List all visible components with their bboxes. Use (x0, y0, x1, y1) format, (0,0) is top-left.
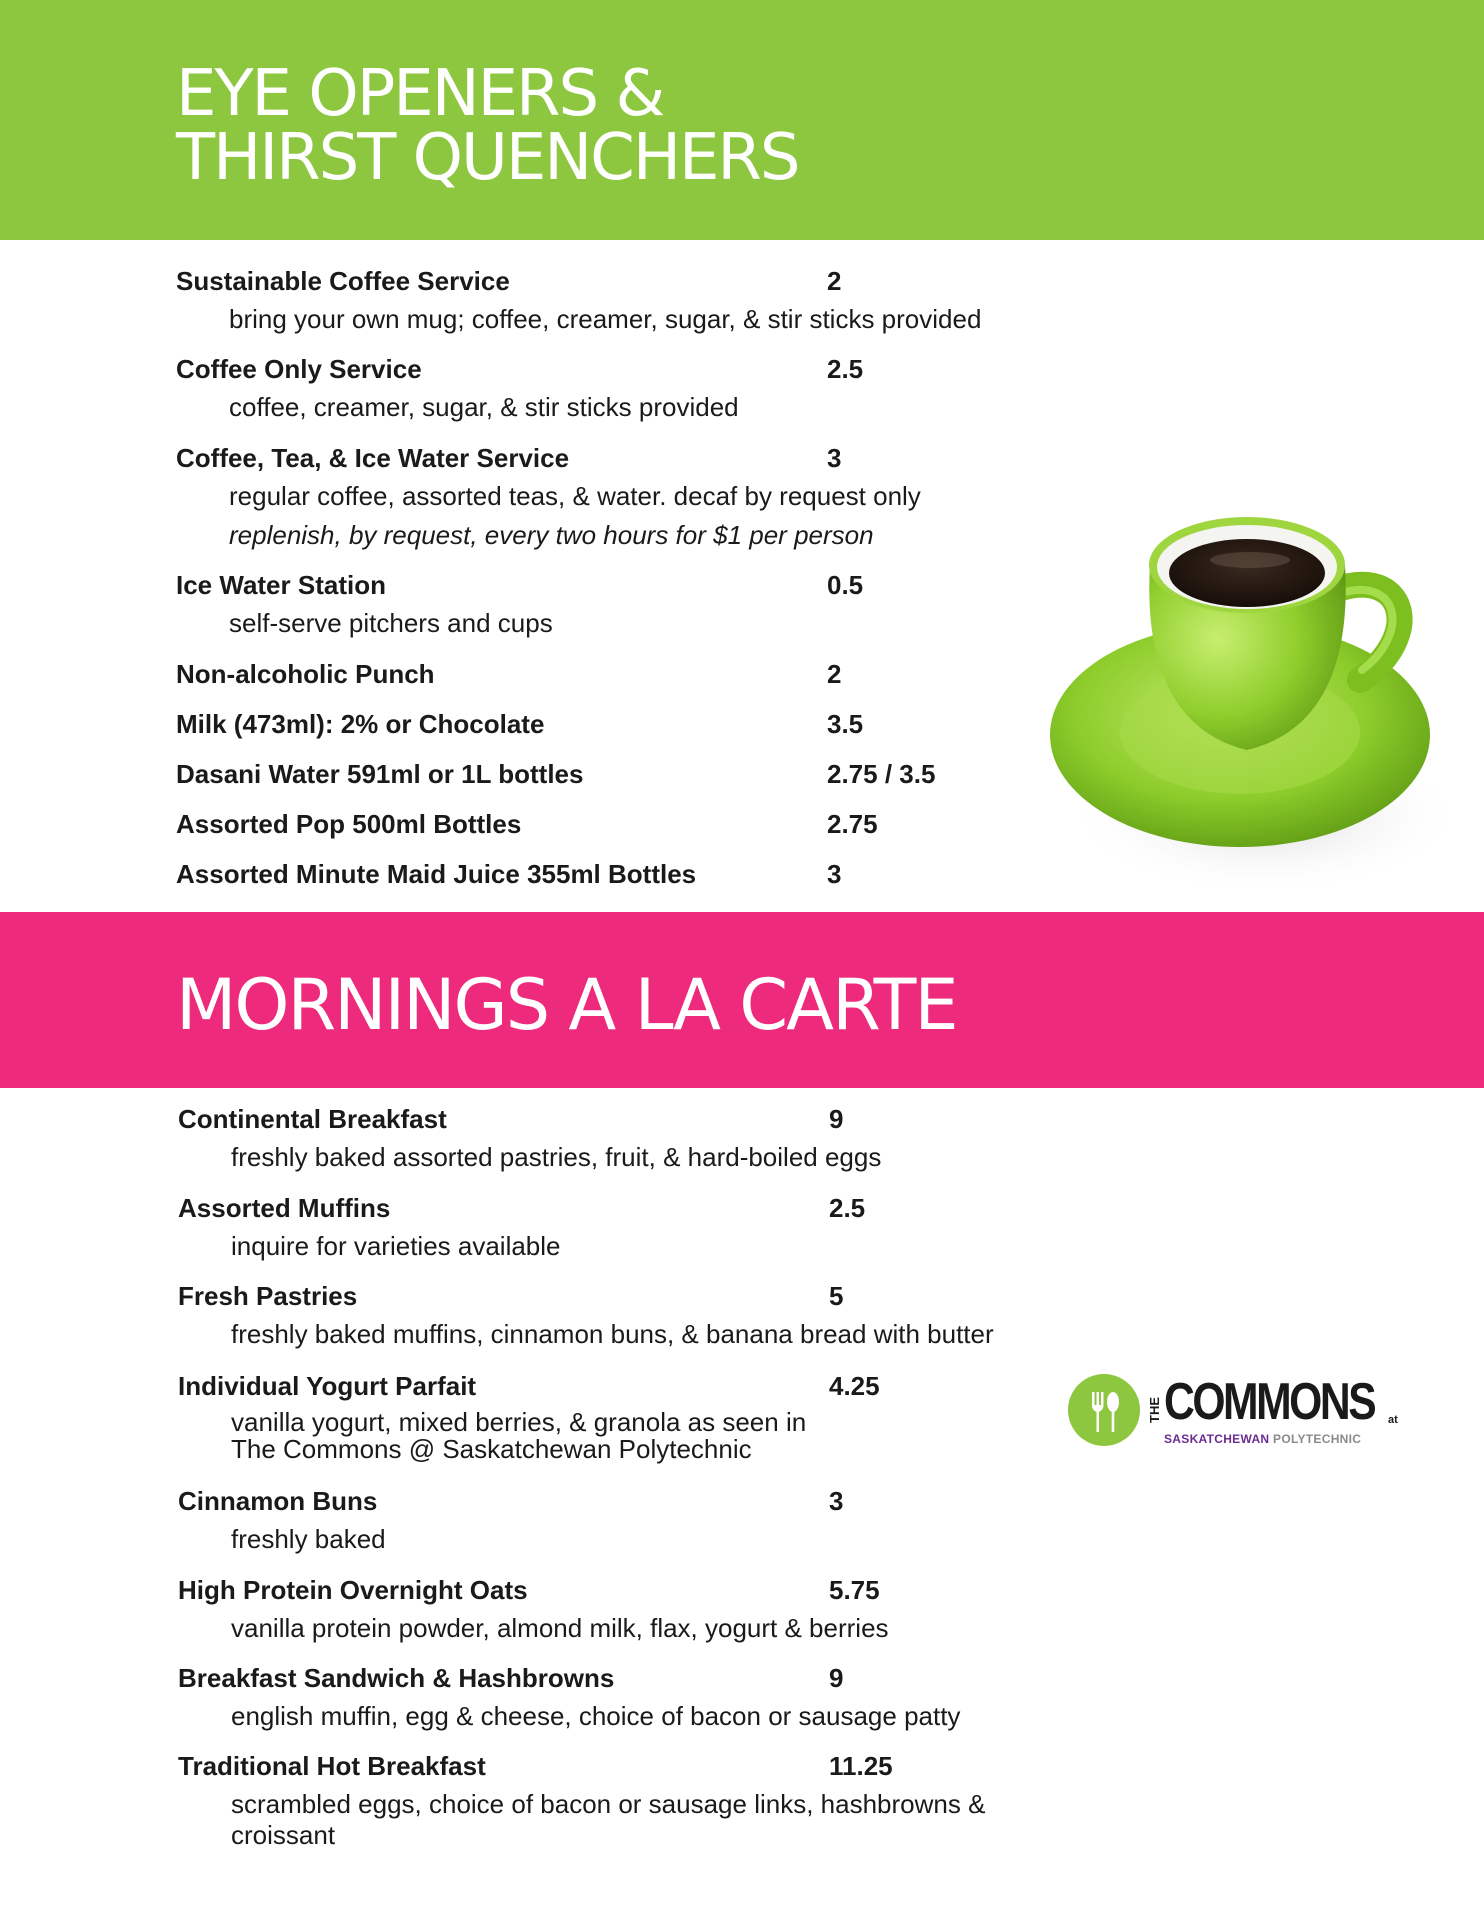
item-price: 2.5 (827, 354, 864, 384)
item-description: bring your own mug; coffee, creamer, sugar, & stir sticks provided (229, 304, 982, 334)
item-price: 2 (827, 659, 842, 689)
item-name: Milk (473ml): 2% or Chocolate (176, 709, 545, 739)
item-description: coffee, creamer, sugar, & stir sticks provided (229, 392, 739, 422)
item-description: english muffin, egg & cheese, choice of bacon or sausage patty (231, 1701, 961, 1731)
item-price: 2 (827, 266, 842, 296)
item-note: replenish, by request, every two hours for $1 per person (229, 520, 874, 550)
menu-item (178, 1486, 1078, 1555)
item-name: Cinnamon Buns (178, 1486, 378, 1516)
item-price: 3.5 (827, 709, 864, 739)
logo-the: THE (1147, 1397, 1162, 1423)
item-price: 4.25 (829, 1371, 880, 1401)
item-price: 3 (829, 1486, 844, 1516)
item-name: Dasani Water 591ml or 1L bottles (176, 759, 584, 789)
item-price: 3 (827, 859, 842, 889)
item-name: Fresh Pastries (178, 1281, 358, 1311)
item-price: 2.5 (829, 1193, 866, 1223)
item-description: regular coffee, assorted teas, & water. decaf by request only (229, 481, 921, 511)
logo-org: SASKATCHEWAN POLYTECHNIC (1164, 1432, 1362, 1446)
item-price: 0.5 (827, 570, 864, 600)
item-description: scrambled eggs, choice of bacon or sausage links, hashbrowns & croissant (231, 1789, 986, 1850)
item-price: 9 (829, 1104, 844, 1134)
item-name: Coffee Only Service (176, 354, 422, 384)
section-title-eye-openers: EYE OPENERS & THIRST QUENCHERS (176, 57, 799, 195)
item-price: 2.75 (827, 809, 878, 839)
item-name: Individual Yogurt Parfait (178, 1371, 477, 1401)
item-description: vanilla yogurt, mixed berries, & granola as seen in The Commons @ Saskatchewan Polytechnic (231, 1407, 807, 1464)
green-coffee-cup-icon (1050, 470, 1470, 910)
item-name: Ice Water Station (176, 570, 386, 600)
item-price: 3 (827, 443, 842, 473)
item-description: inquire for varieties available (231, 1231, 561, 1261)
item-description: freshly baked assorted pastries, fruit, & hard-boiled eggs (231, 1142, 882, 1172)
item-name: Assorted Minute Maid Juice 355ml Bottles (176, 859, 697, 889)
item-price: 5.75 (829, 1575, 880, 1605)
item-name: Continental Breakfast (178, 1104, 447, 1134)
menu-item (176, 570, 1076, 639)
item-name: Breakfast Sandwich & Hashbrowns (178, 1663, 615, 1693)
menu-item (178, 1751, 1078, 1851)
menu-item (178, 1104, 1078, 1173)
item-name: Assorted Muffins (178, 1193, 391, 1223)
menu-item (178, 1663, 1078, 1732)
item-description: freshly baked (231, 1524, 386, 1554)
item-price: 9 (829, 1663, 844, 1693)
fork-spoon-icon (1068, 1374, 1140, 1446)
item-price: 5 (829, 1281, 844, 1311)
item-description: freshly baked muffins, cinnamon buns, & banana bread with butter (231, 1319, 994, 1349)
item-name: Non-alcoholic Punch (176, 659, 435, 689)
menu-item (178, 1193, 1078, 1262)
menu-item (176, 759, 1076, 789)
logo-name: COMMONS (1164, 1373, 1375, 1431)
item-name: Traditional Hot Breakfast (178, 1751, 486, 1781)
section-header-eye-openers (0, 0, 1484, 240)
section-title-mornings: MORNINGS A LA CARTE (176, 964, 957, 1046)
menu-item (178, 1371, 1078, 1463)
menu-item (176, 709, 1076, 739)
menu-item (176, 266, 1076, 335)
item-price: 2.75 / 3.5 (827, 759, 936, 789)
item-name: Sustainable Coffee Service (176, 266, 510, 296)
item-name: Assorted Pop 500ml Bottles (176, 809, 522, 839)
menu-item (178, 1281, 1078, 1350)
item-description: vanilla protein powder, almond milk, flax, yogurt & berries (231, 1613, 889, 1643)
menu-item (178, 1575, 1078, 1644)
menu-item (176, 354, 1076, 423)
menu-item (176, 859, 1076, 889)
item-name: Coffee, Tea, & Ice Water Service (176, 443, 570, 473)
commons-logo (1068, 1372, 1428, 1452)
item-name: High Protein Overnight Oats (178, 1575, 528, 1605)
menu-item (176, 809, 1076, 839)
menu-item (176, 443, 1076, 551)
section-header-mornings (0, 912, 1484, 1088)
menu-item (176, 659, 1076, 689)
logo-at: at (1388, 1414, 1398, 1426)
coffee-cup-image (1050, 470, 1470, 910)
item-price: 11.25 (829, 1751, 893, 1781)
item-description: self-serve pitchers and cups (229, 608, 553, 638)
